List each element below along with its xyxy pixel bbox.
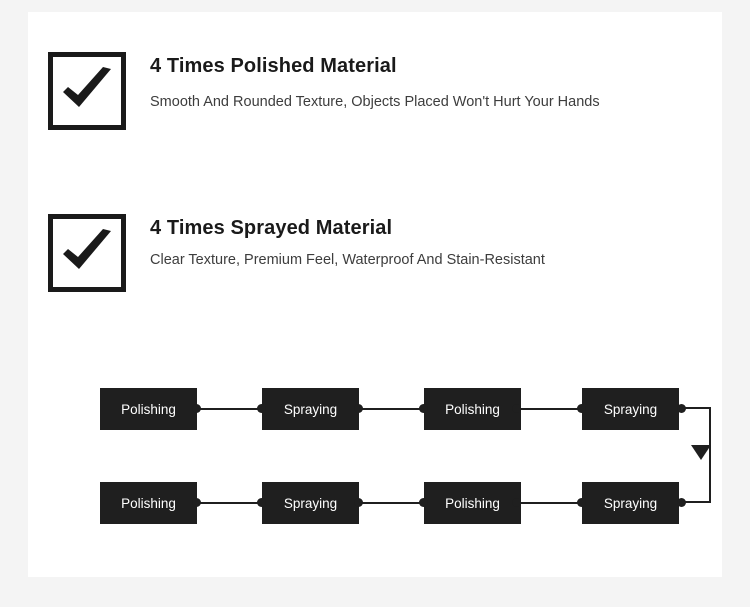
process-step: Spraying: [262, 388, 359, 430]
feature-block-sprayed: [48, 214, 545, 292]
feature-text: [150, 52, 600, 113]
checkbox-checked-icon: [48, 214, 126, 292]
right-gutter: [722, 0, 750, 607]
connector-dot: [354, 498, 363, 507]
process-step: Spraying: [582, 388, 679, 430]
connector-dot: [577, 498, 586, 507]
connector-dot: [192, 404, 201, 413]
process-flow-diagram: [48, 357, 708, 537]
left-gutter: [0, 0, 28, 607]
connector-dot: [257, 498, 266, 507]
process-step: Spraying: [582, 482, 679, 524]
process-step: Polishing: [100, 388, 197, 430]
connector-dot: [419, 404, 428, 413]
connector-dot: [512, 498, 521, 507]
arrow-down-icon: [691, 445, 711, 460]
connector-dot: [192, 498, 201, 507]
connector-dot: [419, 498, 428, 507]
feature-block-polished: [48, 52, 600, 130]
process-step: Polishing: [100, 482, 197, 524]
content-area: [28, 12, 722, 577]
feature-title: 4 Times Polished Material: [150, 55, 397, 77]
connector-dot: [512, 404, 521, 413]
connector-dot: [257, 404, 266, 413]
process-step: Polishing: [424, 482, 521, 524]
connector-dot: [677, 498, 686, 507]
feature-title: 4 Times Sprayed Material: [150, 217, 393, 239]
process-step: Spraying: [262, 482, 359, 524]
process-step: Polishing: [424, 388, 521, 430]
top-gutter: [0, 0, 750, 12]
bottom-gutter: [0, 577, 750, 607]
feature-subtitle: Smooth And Rounded Texture, Objects Placed Won't Hurt Your Hands: [150, 94, 600, 110]
checkbox-checked-icon: [48, 52, 126, 130]
feature-subtitle: Clear Texture, Premium Feel, Waterproof And Stain-Resistant: [150, 252, 545, 268]
connector-dot: [354, 404, 363, 413]
feature-text: [150, 214, 545, 271]
connector-dot: [577, 404, 586, 413]
